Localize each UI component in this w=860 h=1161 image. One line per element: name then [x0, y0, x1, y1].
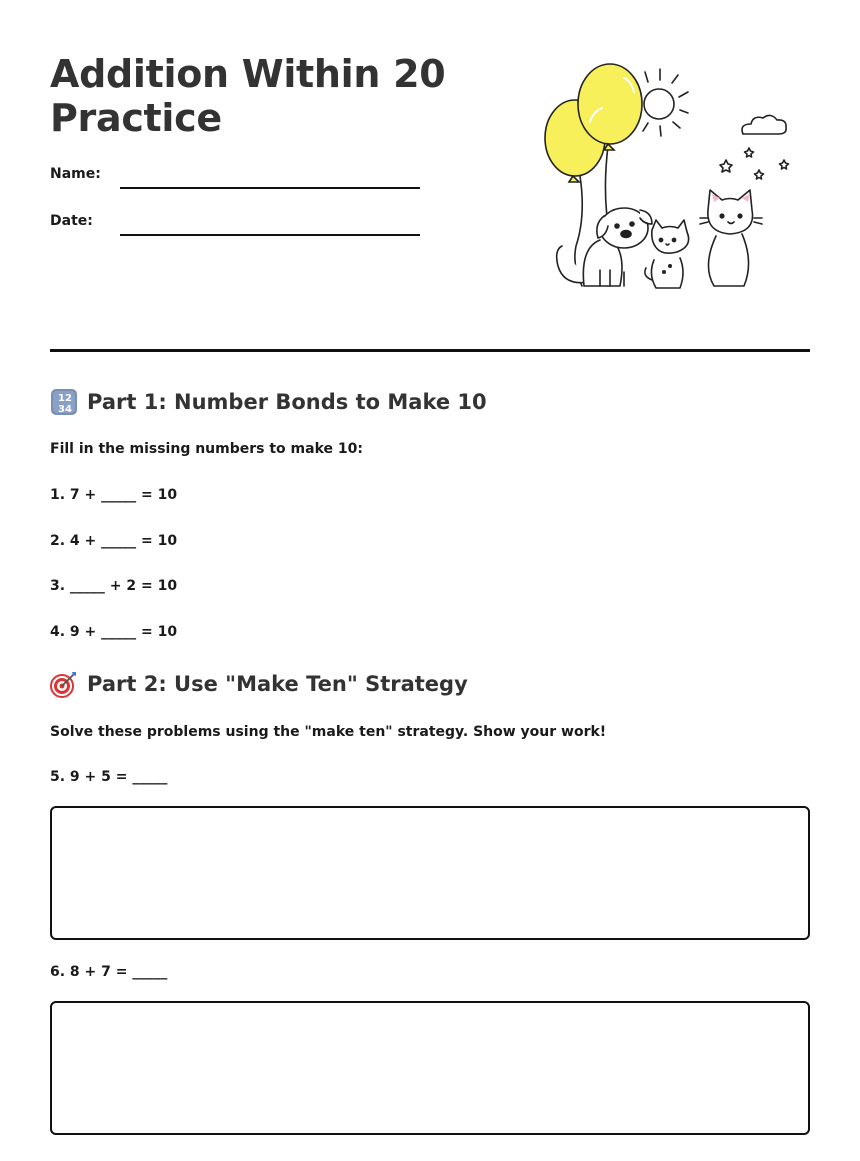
sun-icon: [643, 69, 688, 136]
section-divider: [50, 349, 810, 352]
cat-icon: [645, 220, 689, 288]
balloons-pets-illustration: [540, 60, 800, 300]
name-line[interactable]: [120, 187, 420, 189]
worksheet-title: Addition Within 20 Practice: [50, 52, 446, 140]
cloud-icon: [742, 115, 786, 134]
svg-text:2: 2: [65, 393, 72, 404]
question-2[interactable]: 2. 4 + _____ = 10: [50, 533, 178, 549]
part1-title: Part 1: Number Bonds to Make 10: [87, 390, 487, 414]
svg-text:3: 3: [58, 404, 65, 415]
question-1[interactable]: 1. 7 + _____ = 10: [50, 487, 178, 503]
dog-icon: [557, 208, 652, 286]
question-6[interactable]: 6. 8 + 7 = _____: [50, 964, 168, 980]
question-3[interactable]: 3. _____ + 2 = 10: [50, 578, 178, 594]
part2-title: Part 2: Use "Make Ten" Strategy: [87, 672, 468, 696]
date-line[interactable]: [120, 234, 420, 236]
cat-icon: [700, 190, 762, 286]
question-5[interactable]: 5. 9 + 5 = _____: [50, 769, 168, 785]
star-icon: [720, 160, 732, 172]
part1-heading: [50, 388, 487, 416]
svg-text:4: 4: [65, 404, 72, 415]
work-area-box[interactable]: [50, 806, 810, 940]
question-4[interactable]: 4. 9 + _____ = 10: [50, 624, 178, 640]
input-numbers-icon: [50, 388, 78, 416]
star-icon: [755, 170, 764, 179]
name-label: Name:: [50, 166, 101, 182]
date-label: Date:: [50, 213, 93, 229]
part2-heading: [50, 670, 468, 698]
svg-text:1: 1: [58, 393, 65, 404]
target-dart-icon: [50, 670, 78, 698]
star-icon: [780, 160, 789, 169]
star-icon: [745, 148, 754, 157]
part2-instruction: Solve these problems using the "make ten" strategy. Show your work!: [50, 724, 607, 740]
work-area-box[interactable]: [50, 1001, 810, 1135]
part1-instruction: Fill in the missing numbers to make 10:: [50, 441, 363, 457]
balloon-icon: [578, 64, 642, 144]
